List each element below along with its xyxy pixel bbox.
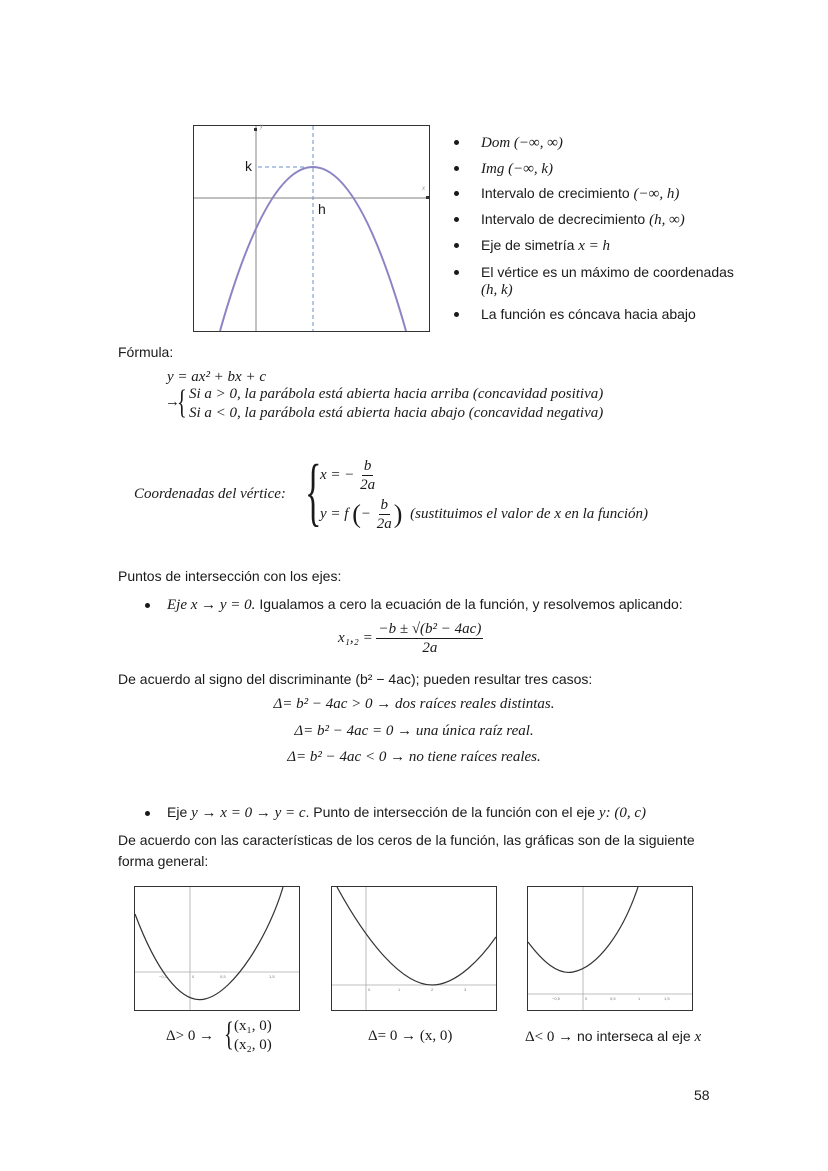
svg-text:0,5: 0,5	[220, 974, 226, 979]
bullet-icon	[454, 140, 459, 145]
property-vertex-max: El vértice es un máximo de coordenadas	[481, 264, 734, 280]
graph-one-root	[331, 886, 497, 1011]
caption-one-root: Δ= 0 → (x, 0)	[368, 1028, 453, 1044]
bullet-icon	[454, 270, 459, 275]
fraction: $\frac{\text{−b ± √(b² − 4ac)}}{2a}$	[378, 621, 482, 656]
arrow-icon: →	[165, 394, 180, 410]
property-domain: Dom (−∞, ∞)	[481, 135, 563, 151]
paren-open: (	[352, 499, 361, 529]
paren-close: )	[393, 499, 403, 529]
discriminant-case-positive: Δ= b² − 4ac > 0 → dos raíces reales distintas.	[273, 696, 555, 712]
property-concavity: La función es cóncava hacia abajo	[481, 306, 696, 322]
svg-text:1: 1	[398, 987, 401, 992]
bullet-icon	[454, 312, 459, 317]
svg-text:2: 2	[431, 987, 434, 992]
svg-text:0: 0	[192, 974, 195, 979]
minus-sign: −	[360, 506, 371, 522]
vertex-x-equation: x = − $\frac{b}{2a}$	[320, 458, 376, 493]
formula-heading: Fórmula:	[118, 344, 174, 360]
label-k: k	[245, 158, 252, 174]
property-symmetry-axis: Eje de simetría x = h	[481, 237, 611, 254]
vertex-y-equation: y = f (− $\frac{b}{2a}$ ) (sustituimos el valor de x en la función)	[320, 497, 649, 532]
brace-icon: {	[224, 1016, 234, 1053]
property-decreasing: Intervalo de decrecimiento (h, ∞)	[481, 211, 685, 228]
bullet-icon	[145, 603, 150, 608]
svg-text:−0,5: −0,5	[552, 996, 560, 1001]
quadratic-formula: x₁,₂ = $\frac{\text{−b ± √(b² − 4ac)}}{2a}$	[338, 621, 482, 656]
brace-icon: {	[177, 384, 187, 421]
graph-no-roots	[527, 886, 693, 1011]
svg-text:−0,5: −0,5	[159, 974, 167, 979]
caption-no-roots: Δ< 0 → no interseca al eje x	[525, 1028, 702, 1045]
x-axis-intersection: Eje x → y = 0. Igualamos a cero la ecuación de la función, y resolvemos aplicando:	[167, 596, 683, 613]
label-h: h	[318, 201, 326, 217]
general-forms-line1: De acuerdo con las características de los ceros de la función, las gráficas son de la siguiente	[118, 832, 695, 848]
general-equation: y = ax² + bx + c	[167, 369, 266, 385]
brace-icon: {	[305, 450, 322, 534]
discriminant-intro: De acuerdo al signo del discriminante (b² − 4ac); pueden resultar tres casos:	[118, 671, 593, 687]
bullet-icon	[454, 217, 459, 222]
svg-text:0: 0	[368, 987, 371, 992]
svg-text:1,5: 1,5	[269, 974, 275, 979]
vertex-label: Coordenadas del vértice:	[134, 486, 286, 502]
bullet-icon	[454, 191, 459, 196]
property-image: Img (−∞, k)	[481, 161, 554, 177]
bullet-icon	[454, 243, 459, 248]
svg-text:0: 0	[585, 996, 588, 1001]
parabola-graph	[194, 126, 429, 331]
svg-text:1: 1	[638, 996, 641, 1001]
property-vertex-coords: (h, k)	[481, 282, 513, 298]
fraction: $\frac{b}{2a}$	[376, 497, 392, 532]
discriminant-case-negative: Δ= b² − 4ac < 0 → no tiene raíces reales.	[287, 749, 541, 765]
case-a-positive: Si a > 0, la parábola está abierta hacia arriba (concavidad positiva)	[189, 386, 604, 402]
svg-text:0,5: 0,5	[610, 996, 616, 1001]
svg-text:1,5: 1,5	[664, 996, 670, 1001]
bullet-icon	[145, 811, 150, 816]
downward-parabola-figure	[193, 125, 430, 332]
discriminant-case-zero: Δ= b² − 4ac = 0 → una única raíz real.	[294, 723, 534, 739]
case-a-negative: Si a < 0, la parábola está abierta hacia abajo (concavidad negativa)	[189, 405, 604, 421]
y-axis-intersection: Eje y → x = 0 → y = c. Punto de intersección de la función con el eje y: (0, c)	[167, 804, 646, 821]
general-forms-line2: forma general:	[118, 853, 209, 869]
bullet-icon	[454, 166, 459, 171]
fraction: $\frac{b}{2a}$	[360, 458, 376, 493]
property-increasing: Intervalo de crecimiento (−∞, h)	[481, 185, 680, 202]
label-y-axis: y	[260, 124, 263, 130]
intersections-heading: Puntos de intersección con los ejes:	[118, 568, 342, 584]
label-x-axis: x	[422, 186, 425, 192]
page-number: 58	[694, 1087, 710, 1103]
svg-text:3: 3	[464, 987, 467, 992]
graph-two-roots	[134, 886, 300, 1011]
